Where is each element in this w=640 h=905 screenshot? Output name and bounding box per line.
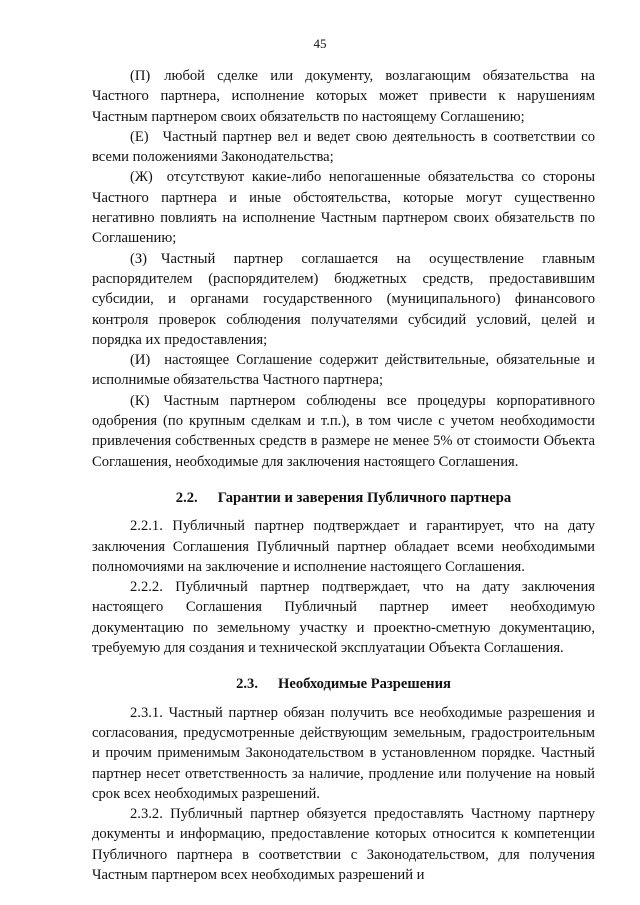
page-number: 45 <box>313 36 327 51</box>
section-number: 2.2. <box>175 489 198 506</box>
paragraph-2-2-2: 2.2.2. Публичный партнер подтверждает, что на дату заключения настоящего Соглашения Публичный партнер имеет необходимую документацию по земельному участку и проектно-сметную документацию, требуемую для создания и технической эксплуатации Объекта Соглашения. <box>92 579 595 657</box>
item-text: отсутствуют какие-либо непогашенные обязательства со стороны Частного партнера и иные обстоятельства, которые могут существенно негативно повлиять на исполнение Частным партнером своих обязательств по Соглашению; <box>92 169 595 247</box>
item-text: Частным партнером соблюдены все процедуры корпоративного одобрения (по крупным сделкам и т.п.), в том числе с учетом необходимости привлечения собственных средств в размере не менее 5% от стоимости Объекта Соглашения, необходимые для заключения настоящего Соглашения. <box>92 392 595 470</box>
item-label: (И) <box>130 352 151 369</box>
document-body <box>92 66 595 885</box>
item-text: Частный партнер соглашается на осуществление главным распорядителем (распорядителем) бюджетных средств, предоставившим субсидии, и органами государственного (муниципального) финансового контроля проверок соблюдения получателями субсидий условий, целей и порядка их предоставления; <box>92 250 595 348</box>
list-item <box>92 66 595 127</box>
list-item <box>92 391 595 472</box>
section-heading-2-3 <box>92 674 595 694</box>
paragraph-2-2-1: 2.2.1. Публичный партнер подтверждает и гарантирует, что на дату заключения Соглашения Публичный партнер обладает всеми необходимыми полномочиями на заключение и исполнение настоящего Соглашения. <box>92 518 595 575</box>
item-text: любой сделке или документу, возлагающим обязательства на Частного партнера, исполнение которых может привести к нарушениям Частным партнером своих обязательств по настоящему Соглашению; <box>92 68 595 125</box>
item-label: (П) <box>130 68 151 84</box>
item-text: настоящее Соглашение содержит действительные, обязательные и исполнимые обязательства Частного партнера; <box>92 352 595 389</box>
section-heading-2-2 <box>92 488 595 508</box>
item-label: (Е) <box>130 128 149 145</box>
section-title: Необходимые Разрешения <box>277 676 451 693</box>
paragraph-2-3-1: 2.3.1. Частный партнер обязан получить все необходимые разрешения и согласования, предусмотренные действующим земельным, градостроительным и прочим применимым Законодательством в установленном порядке. Частный партнер несет ответственность за наличие, продление или получение на новый срок всех необходимых разрешений. <box>92 704 595 802</box>
list-item <box>92 350 595 391</box>
item-label: (З) <box>130 250 148 267</box>
paragraph-2-3-2: 2.3.2. Публичный партнер обязуется предоставлять Частному партнеру документы и информацию, предоставление которых относится к компетенции Публичного партнера в соответствии с Законодательством, для получения Частным партнером всех необходимых разрешений и <box>92 806 595 883</box>
list-item <box>92 127 595 168</box>
item-text: Частный партнер вел и ведет свою деятельность в соответствии со всеми положениями Законодательства; <box>92 128 595 166</box>
item-label: (Ж) <box>130 169 153 186</box>
list-item <box>92 167 595 248</box>
section-number: 2.3. <box>236 676 258 693</box>
list-item <box>92 249 595 350</box>
item-label: (К) <box>130 392 150 409</box>
section-title: Гарантии и заверения Публичного партнера <box>217 489 512 506</box>
